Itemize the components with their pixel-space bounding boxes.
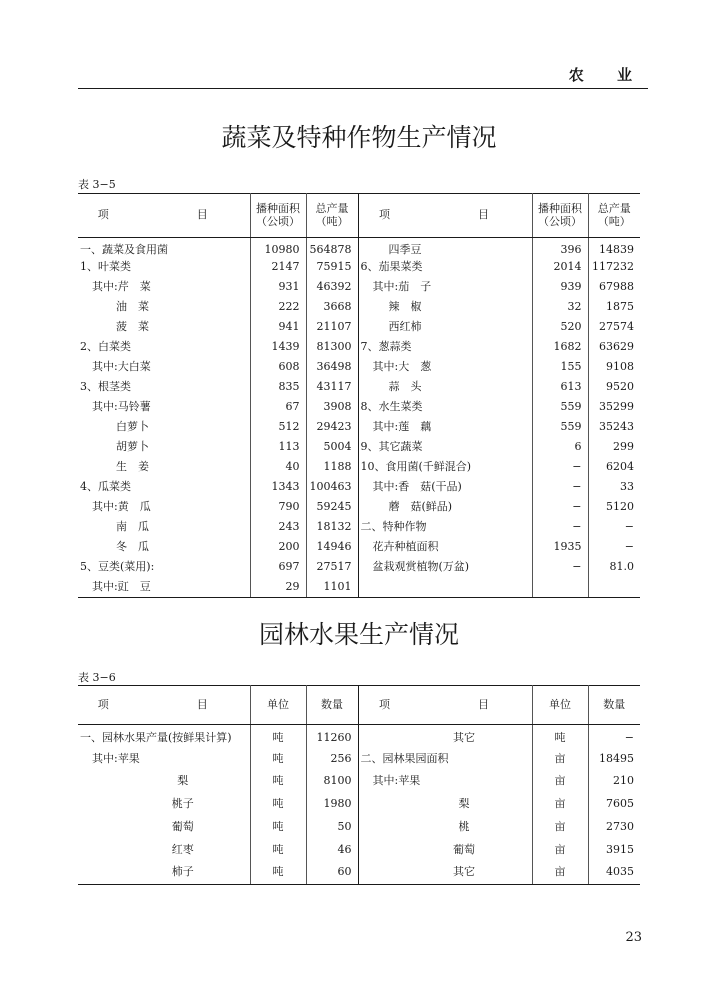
header-area: 播种面积 （公顷） xyxy=(532,194,588,238)
cell-output xyxy=(588,578,640,598)
table-row xyxy=(78,578,640,598)
cell-qty: 46 xyxy=(306,838,358,861)
cell-output: 35243 xyxy=(599,420,634,434)
cell-output: 36498 xyxy=(306,358,358,378)
cell-qty: 50 xyxy=(306,816,358,839)
cell-item: 其中:黄 瓜 xyxy=(78,498,250,518)
cell-item xyxy=(358,578,532,598)
cell-area: 222 xyxy=(250,298,306,318)
cell-item: 盆栽观赏植物(万盆) xyxy=(358,558,532,578)
cell-output: 9520 xyxy=(606,380,634,394)
cell-item: 其中:莲 藕 xyxy=(358,418,532,438)
cell-output: 6204 xyxy=(606,460,634,474)
table-row xyxy=(78,725,640,748)
table-row xyxy=(78,816,640,839)
table-row xyxy=(78,518,640,538)
cell-area: 1682 xyxy=(532,338,588,358)
cell-area: 10980 xyxy=(250,238,306,258)
cell-unit: 吨 xyxy=(250,725,306,748)
cell-area: 2014 xyxy=(532,258,588,278)
cell-output: 81.0 xyxy=(609,560,634,574)
cell-unit: 吨 xyxy=(532,725,588,748)
header-area: 播种面积 （公顷） xyxy=(250,194,306,238)
cell-unit: 亩 xyxy=(532,770,588,793)
cell-output: 1188 xyxy=(306,458,358,478)
cell-item: 一、蔬菜及食用菌 xyxy=(78,238,250,258)
table1-number: 表 3−5 xyxy=(78,178,116,191)
cell-output: 33 xyxy=(620,480,634,494)
cell-area: 29 xyxy=(250,578,306,598)
table-row xyxy=(78,298,640,318)
cell-area: − xyxy=(532,518,588,538)
cell-area xyxy=(532,578,588,598)
cell-item: 其中:茄 子 xyxy=(358,278,532,298)
cell-output: 1101 xyxy=(306,578,358,598)
section-label: 农 业 xyxy=(568,66,646,84)
cell-qty: 60 xyxy=(306,861,358,884)
cell-unit: 吨 xyxy=(250,793,306,816)
cell-qty: 18495 xyxy=(599,751,634,765)
cell-output: 564878 xyxy=(306,238,358,258)
cell-unit: 亩 xyxy=(532,861,588,884)
table-row xyxy=(78,438,640,458)
cell-unit: 吨 xyxy=(250,838,306,861)
cell-area: 1343 xyxy=(250,478,306,498)
cell-item: 生 姜 xyxy=(78,458,250,478)
cell-unit: 吨 xyxy=(250,816,306,839)
cell-output: − xyxy=(624,520,634,534)
table-row xyxy=(78,418,640,438)
table-header-row xyxy=(78,194,640,238)
cell-item: 7、葱蒜类 xyxy=(358,338,532,358)
cell-item: 辣 椒 xyxy=(358,298,532,318)
cell-area: 1439 xyxy=(250,338,306,358)
table2-number: 表 3−6 xyxy=(78,671,116,684)
cell-area: 40 xyxy=(250,458,306,478)
cell-qty: 4035 xyxy=(588,861,640,884)
table-row xyxy=(78,378,640,398)
cell-area: 697 xyxy=(250,558,306,578)
table-row xyxy=(78,238,640,258)
cell-output: 3668 xyxy=(306,298,358,318)
cell-item: 其它 xyxy=(358,861,532,884)
cell-qty: 256 xyxy=(306,747,358,770)
cell-area: − xyxy=(532,558,588,578)
cell-qty: 7605 xyxy=(606,797,634,811)
table-row xyxy=(78,478,640,498)
cell-area: 941 xyxy=(250,318,306,338)
cell-item: 8、水生菜类 xyxy=(358,398,532,418)
page-number: 23 xyxy=(625,930,642,945)
cell-area: 520 xyxy=(532,318,588,338)
cell-area: 1935 xyxy=(532,538,588,558)
cell-output: 5120 xyxy=(606,500,634,514)
cell-output: 81300 xyxy=(306,338,358,358)
cell-area: 835 xyxy=(250,378,306,398)
cell-item: 其中:豇 豆 xyxy=(78,578,250,598)
header-item: 项 目 xyxy=(358,686,532,725)
cell-item: 白萝卜 xyxy=(78,418,250,438)
cell-area: 931 xyxy=(250,278,306,298)
cell-output: 29423 xyxy=(306,418,358,438)
cell-item: 二、特种作物 xyxy=(358,518,532,538)
table-row xyxy=(78,318,640,338)
cell-area: 2147 xyxy=(250,258,306,278)
cell-qty: 8100 xyxy=(306,770,358,793)
cell-item: 梨 xyxy=(358,793,532,816)
cell-item: 10、食用菌(千鲜混合) xyxy=(358,458,532,478)
cell-output: 100463 xyxy=(306,478,358,498)
cell-item: 其中:大 葱 xyxy=(358,358,532,378)
table-row xyxy=(78,258,640,278)
cell-item: 6、茄果菜类 xyxy=(358,258,532,278)
cell-item: 其中:马铃薯 xyxy=(78,398,250,418)
table-row xyxy=(78,278,640,298)
cell-item: 4、瓜菜类 xyxy=(78,478,250,498)
cell-item: 南 瓜 xyxy=(78,518,250,538)
cell-unit: 吨 xyxy=(250,747,306,770)
cell-output: 5004 xyxy=(306,438,358,458)
table-row xyxy=(78,793,640,816)
cell-output: 299 xyxy=(613,440,634,454)
cell-output: 75915 xyxy=(306,258,358,278)
cell-output: 14839 xyxy=(599,242,634,256)
cell-area: 559 xyxy=(532,418,588,438)
table-row xyxy=(78,747,640,770)
cell-output: 21107 xyxy=(306,318,358,338)
header-quantity: 数量 xyxy=(306,686,358,725)
cell-item: 蘑 菇(鲜品) xyxy=(358,498,532,518)
header-rule xyxy=(78,88,648,89)
cell-item: 其中:苹果 xyxy=(78,747,250,770)
cell-area: 939 xyxy=(532,278,588,298)
vegetable-production-table xyxy=(78,193,640,598)
cell-qty: 210 xyxy=(613,774,634,788)
cell-item: 二、园林果园面积 xyxy=(358,747,532,770)
cell-output: 1875 xyxy=(606,300,634,314)
cell-output: − xyxy=(624,540,634,554)
cell-unit: 亩 xyxy=(532,838,588,861)
cell-qty: 2730 xyxy=(606,820,634,834)
cell-area: 512 xyxy=(250,418,306,438)
header-output: 总产量 （吨） xyxy=(588,194,640,238)
cell-area: 6 xyxy=(532,438,588,458)
cell-area: 155 xyxy=(532,358,588,378)
cell-qty: 11260 xyxy=(306,725,358,748)
table-row xyxy=(78,458,640,478)
table2-title: 园林水果生产情况 xyxy=(258,620,459,649)
cell-item: 1、叶菜类 xyxy=(78,258,250,278)
cell-area: − xyxy=(532,478,588,498)
cell-output: 27574 xyxy=(599,320,634,334)
cell-area: 559 xyxy=(532,398,588,418)
table-row xyxy=(78,861,640,884)
cell-output: 3908 xyxy=(306,398,358,418)
cell-area: 613 xyxy=(532,378,588,398)
cell-output: 46392 xyxy=(306,278,358,298)
cell-area: 200 xyxy=(250,538,306,558)
cell-output: 67988 xyxy=(599,280,634,294)
cell-item: 冬 瓜 xyxy=(78,538,250,558)
header-output: 总产量 （吨） xyxy=(306,194,358,238)
cell-item: 胡萝卜 xyxy=(78,438,250,458)
cell-item: 西红柿 xyxy=(358,318,532,338)
cell-item: 5、豆类(菜用): xyxy=(78,558,250,578)
cell-area: 113 xyxy=(250,438,306,458)
cell-output: 18132 xyxy=(306,518,358,538)
header-unit: 单位 xyxy=(532,686,588,725)
cell-qty: 1980 xyxy=(306,793,358,816)
cell-item: 柿子 xyxy=(78,861,250,884)
cell-output: 9108 xyxy=(606,360,634,374)
cell-item: 红枣 xyxy=(78,838,250,861)
cell-area: 790 xyxy=(250,498,306,518)
table-row xyxy=(78,398,640,418)
cell-unit: 吨 xyxy=(250,770,306,793)
cell-item: 油 菜 xyxy=(78,298,250,318)
cell-item: 一、园林水果产量(按鲜果计算) xyxy=(78,725,250,748)
cell-output: 27517 xyxy=(306,558,358,578)
cell-output: 59245 xyxy=(306,498,358,518)
header-item: 项 目 xyxy=(358,194,532,238)
cell-unit: 亩 xyxy=(532,793,588,816)
cell-output: 63629 xyxy=(599,340,634,354)
cell-output: 35299 xyxy=(599,400,634,414)
cell-unit: 亩 xyxy=(532,747,588,770)
cell-qty: 3915 xyxy=(606,842,634,856)
table-row xyxy=(78,498,640,518)
header-unit: 单位 xyxy=(250,686,306,725)
table-row xyxy=(78,358,640,378)
table-row xyxy=(78,558,640,578)
cell-item: 葡萄 xyxy=(358,838,532,861)
cell-area: 608 xyxy=(250,358,306,378)
cell-area: 396 xyxy=(532,238,588,258)
header-item: 项 目 xyxy=(78,686,250,725)
cell-item: 桃子 xyxy=(78,793,250,816)
cell-area: 32 xyxy=(532,298,588,318)
cell-unit: 吨 xyxy=(250,861,306,884)
cell-qty: − xyxy=(624,731,634,745)
fruit-production-table xyxy=(78,685,640,885)
cell-item: 葡萄 xyxy=(78,816,250,839)
cell-item: 其中:芹 菜 xyxy=(78,278,250,298)
cell-item: 菠 菜 xyxy=(78,318,250,338)
cell-item: 桃 xyxy=(358,816,532,839)
table-row xyxy=(78,770,640,793)
cell-item: 其中:苹果 xyxy=(358,770,532,793)
cell-area: − xyxy=(532,458,588,478)
cell-item: 9、其它蔬菜 xyxy=(358,438,532,458)
table-row xyxy=(78,338,640,358)
cell-area: − xyxy=(532,498,588,518)
table-header-row xyxy=(78,686,640,725)
cell-item: 花卉种植面积 xyxy=(358,538,532,558)
cell-item: 其中:大白菜 xyxy=(78,358,250,378)
header-item: 项 目 xyxy=(78,194,250,238)
cell-item: 2、白菜类 xyxy=(78,338,250,358)
cell-item: 蒜 头 xyxy=(358,378,532,398)
cell-area: 67 xyxy=(250,398,306,418)
cell-item: 其它 xyxy=(358,725,532,748)
cell-output: 14946 xyxy=(306,538,358,558)
cell-area: 243 xyxy=(250,518,306,538)
table-row xyxy=(78,538,640,558)
cell-item: 其中:香 菇(干品) xyxy=(358,478,532,498)
cell-output: 117232 xyxy=(592,260,634,274)
header-quantity: 数量 xyxy=(588,686,640,725)
cell-item: 3、根茎类 xyxy=(78,378,250,398)
cell-item: 四季豆 xyxy=(358,238,532,258)
table-row xyxy=(78,838,640,861)
cell-output: 43117 xyxy=(306,378,358,398)
table1-title: 蔬菜及特种作物生产情况 xyxy=(221,123,497,152)
cell-unit: 亩 xyxy=(532,816,588,839)
cell-item: 梨 xyxy=(78,770,250,793)
